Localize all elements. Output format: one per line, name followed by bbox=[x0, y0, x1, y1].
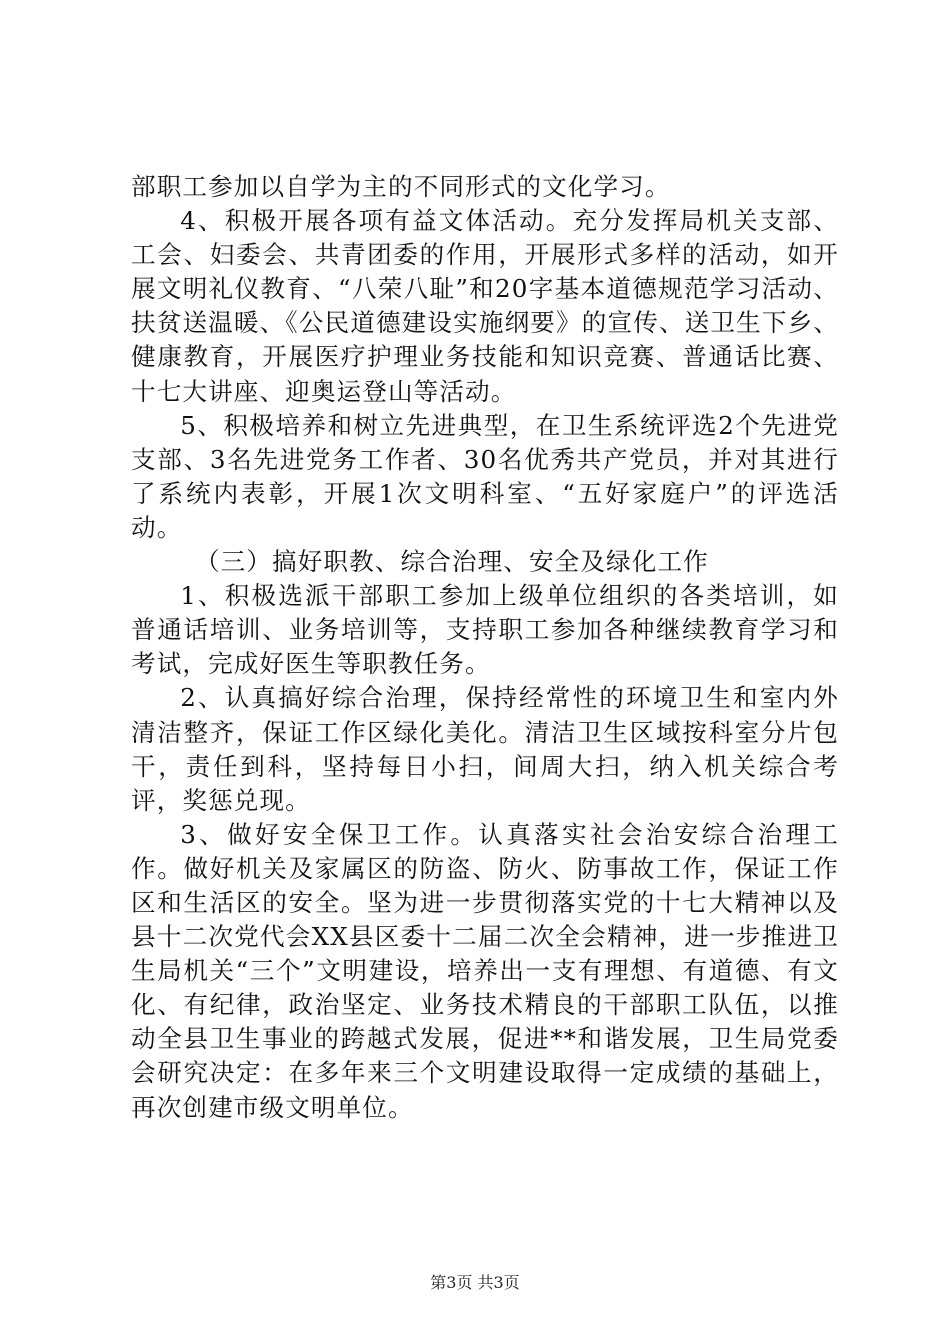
paragraph-item-3: 3、做好安全保卫工作。认真落实社会治安综合治理工作。做好机关及家属区的防盗、防火、防事故工作，保证工作区和生活区的安全。坚为进一步贯彻落实党的十七大精神以及县十二次党代会XX县区委十二届二次全会精神，进一步推进卫生局机关“三个”文明建设，培养出一支有理想、有道德、有文化、有纪律，政治坚定、业务技术精良的干部职工队伍，以推动全县卫生事业的跨越式发展，促进**和谐发展，卫生局党委会研究决定：在多年来三个文明建设取得一定成绩的基础上，再次创建市级文明单位。 bbox=[131, 819, 839, 1122]
paragraph-continuation: 部职工参加以自学为主的不同形式的文化学习。 bbox=[131, 172, 671, 201]
paragraph-item-1: 1、积极选派干部职工参加上级单位组织的各类培训，如普通话培训、业务培训等，支持职工参加各种继续教育学习和考试，完成好医生等职教任务。 bbox=[131, 581, 839, 679]
paragraph-item-2: 2、认真搞好综合治理，保持经常性的环境卫生和室内外清洁整齐，保证工作区绿化美化。清洁卫生区域按科室分片包干，责任到科，坚持每日小扫，间周大扫，纳入机关综合考评，奖惩兑现。 bbox=[131, 683, 839, 815]
paragraph-item-4: 4、积极开展各项有益文体活动。充分发挥局机关支部、工会、妇委会、共青团委的作用，开展形式多样的活动，如开展文明礼仪教育、“八荣八耻”和20字基本道德规范学习活动、扶贫送温暖、《公民道德建设实施纲要》的宣传、送卫生下乡、健康教育，开展医疗护理业务技能和知识竞赛、普通话比赛、十七大讲座、迎奥运登山等活动。 bbox=[131, 206, 839, 406]
page-number: 第3页 共3页 bbox=[430, 1273, 520, 1292]
document-body bbox=[131, 170, 839, 1125]
paragraph-item-5: 5、积极培养和树立先进典型，在卫生系统评选2个先进党支部、3名先进党务工作者、30名优秀共产党员，并对其进行了系统内表彰，开展1次文明科室、“五好家庭户”的评选活动。 bbox=[131, 410, 839, 542]
page-footer bbox=[0, 1270, 950, 1293]
section-heading: （三）搞好职教、综合治理、安全及绿化工作 bbox=[194, 547, 709, 577]
